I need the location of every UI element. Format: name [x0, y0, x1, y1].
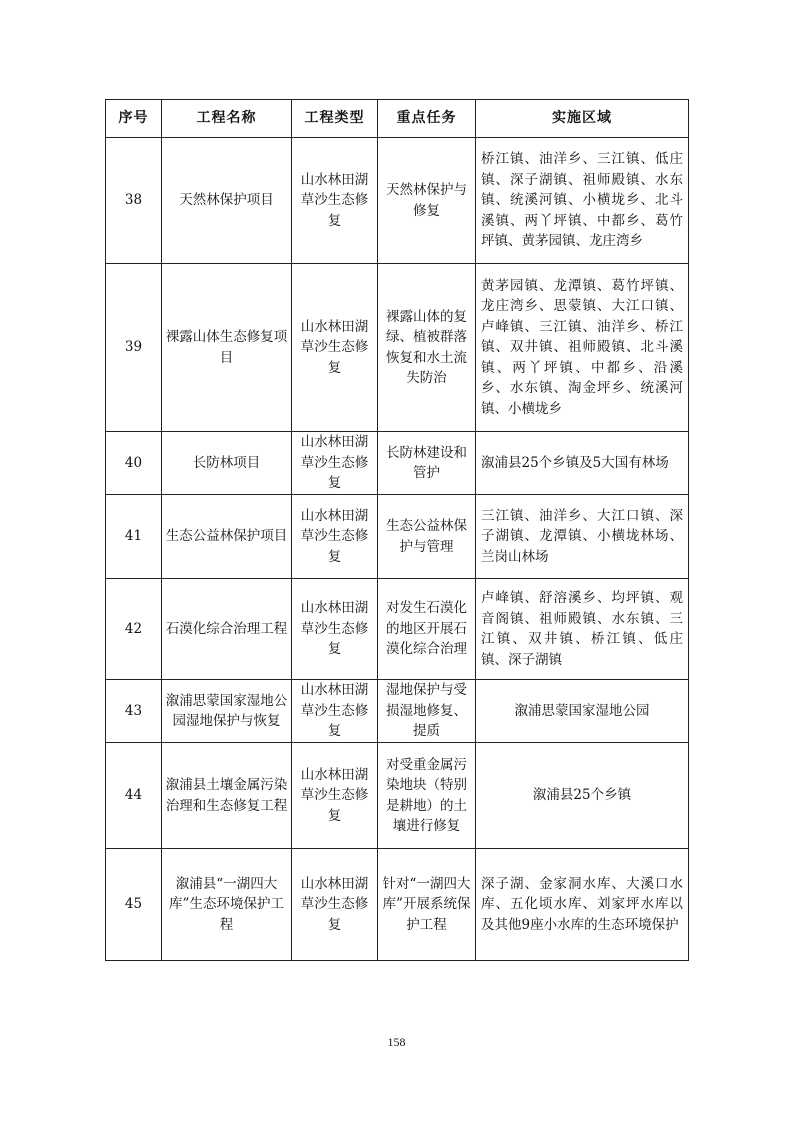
table-row: [106, 495, 689, 579]
cell-name: 裸露山体生态修复项目: [162, 264, 292, 432]
cell-name: 长防林项目: [162, 432, 292, 495]
cell-area: 溆浦县25个乡镇: [476, 743, 689, 849]
cell-no: 44: [106, 743, 162, 849]
cell-name: 溆浦县“一湖四大库”生态环境保护工程: [162, 849, 292, 961]
cell-type: 山水林田湖草沙生态修复: [292, 432, 378, 495]
cell-type: 山水林田湖草沙生态修复: [292, 138, 378, 264]
table-row: [106, 849, 689, 961]
cell-type: 山水林田湖草沙生态修复: [292, 579, 378, 680]
table-row: [106, 680, 689, 743]
cell-no: 45: [106, 849, 162, 961]
cell-name: 溆浦县土壤金属污染治理和生态修复工程: [162, 743, 292, 849]
cell-name: 天然林保护项目: [162, 138, 292, 264]
cell-task: 生态公益林保护与管理: [378, 495, 476, 579]
table-row: [106, 579, 689, 680]
cell-task: 对受重金属污染地块（特别是耕地）的土壤进行修复: [378, 743, 476, 849]
cell-task: 对发生石漠化的地区开展石漠化综合治理: [378, 579, 476, 680]
cell-type: 山水林田湖草沙生态修复: [292, 680, 378, 743]
cell-task: 裸露山体的复绿、植被群落恢复和水土流失防治: [378, 264, 476, 432]
header-type: 工程类型: [292, 100, 378, 138]
cell-area: 溆浦县25个乡镇及5大国有林场: [476, 432, 689, 495]
cell-no: 41: [106, 495, 162, 579]
header-name: 工程名称: [162, 100, 292, 138]
cell-type: 山水林田湖草沙生态修复: [292, 743, 378, 849]
cell-area: 黄茅园镇、龙潭镇、葛竹坪镇、龙庄湾乡、思蒙镇、大江口镇、卢峰镇、三江镇、油洋乡、桥江镇、双井镇、祖师殿镇、北斗溪镇、两丫坪镇、中都乡、沿溪乡、水东镇、淘金坪乡、统溪河镇、小横垅乡: [476, 264, 689, 432]
table-row: [106, 743, 689, 849]
table-header-row: [106, 100, 689, 138]
header-task: 重点任务: [378, 100, 476, 138]
cell-type: 山水林田湖草沙生态修复: [292, 849, 378, 961]
cell-no: 39: [106, 264, 162, 432]
cell-no: 42: [106, 579, 162, 680]
page-number: 158: [387, 1035, 406, 1049]
cell-name: 溆浦思蒙国家湿地公园湿地保护与恢复: [162, 680, 292, 743]
cell-area: 卢峰镇、舒溶溪乡、均坪镇、观音阁镇、祖师殿镇、水东镇、三江镇、双井镇、桥江镇、低庄镇、深子湖镇: [476, 579, 689, 680]
header-no: 序号: [106, 100, 162, 138]
cell-name: 石漠化综合治理工程: [162, 579, 292, 680]
cell-area: 三江镇、油洋乡、大江口镇、深子湖镇、龙潭镇、小横垅林场、兰岗山林场: [476, 495, 689, 579]
project-table: [105, 99, 689, 961]
cell-task: 湿地保护与受损湿地修复、提质: [378, 680, 476, 743]
cell-type: 山水林田湖草沙生态修复: [292, 495, 378, 579]
cell-task: 长防林建设和管护: [378, 432, 476, 495]
cell-area: 溆浦思蒙国家湿地公园: [476, 680, 689, 743]
table-row: [106, 432, 689, 495]
cell-task: 针对“一湖四大库”开展系统保护工程: [378, 849, 476, 961]
table-row: [106, 264, 689, 432]
cell-no: 40: [106, 432, 162, 495]
cell-type: 山水林田湖草沙生态修复: [292, 264, 378, 432]
cell-no: 38: [106, 138, 162, 264]
cell-no: 43: [106, 680, 162, 743]
cell-area: 深子湖、金家洞水库、大溪口水库、五化顷水库、刘家坪水库以及其他9座小水库的生态环境保护: [476, 849, 689, 961]
cell-area: 桥江镇、油洋乡、三江镇、低庄镇、深子湖镇、祖师殿镇、水东镇、统溪河镇、小横垅乡、北斗溪镇、两丫坪镇、中都乡、葛竹坪镇、黄茅园镇、龙庄湾乡: [476, 138, 689, 264]
cell-name: 生态公益林保护项目: [162, 495, 292, 579]
header-area: 实施区域: [476, 100, 689, 138]
table-row: [106, 138, 689, 264]
cell-task: 天然林保护与修复: [378, 138, 476, 264]
